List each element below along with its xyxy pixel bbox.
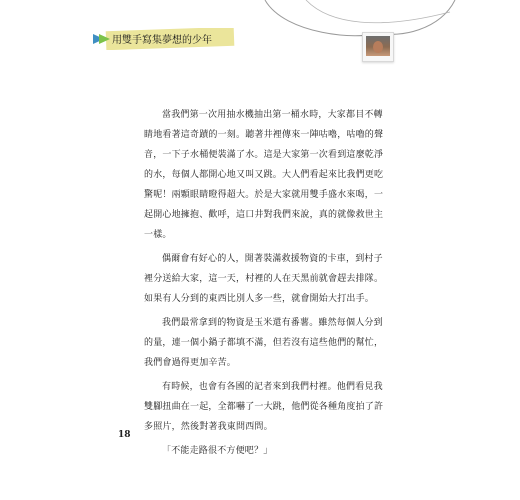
paragraph: 有時候，也會有各國的記者來到我們村裡。他們看見我雙腳扭曲在一起，全都嚇了一大跳，他們從各種角度拍了許多照片，然後對著我東問西問。 bbox=[144, 382, 384, 432]
boy-photo-polaroid bbox=[362, 32, 394, 62]
boy-portrait-image bbox=[366, 36, 390, 56]
paragraph: 「不能走路很不方便吧？」 bbox=[162, 446, 273, 456]
paragraph: 偶爾會有好心的人，開著裝滿救援物資的卡車，到村子裡分送給大家，這一天，村裡的人在天黑前就會趕去排隊。如果有人分到的東西比別人多一些，就會開始大打出手。 bbox=[144, 254, 384, 304]
body-text bbox=[144, 105, 384, 465]
book-title: 用雙手寫集夢想的少年 bbox=[112, 35, 212, 46]
book-title-banner bbox=[92, 28, 252, 50]
page-number: 18 bbox=[118, 430, 131, 440]
hanging-string-decoration bbox=[0, 0, 520, 80]
paragraph: 我們最常拿到的物資是玉米還有番薯。雖然每個人分到的量，連一個小鍋子都填不滿，但若沒有這些他們的幫忙，我們會過得更加辛苦。 bbox=[144, 318, 384, 368]
paragraph: 當我們第一次用抽水機抽出第一桶水時，大家都目不轉睛地看著這奇蹟的一刻。聽著井裡傳來一陣咕嚕，咕嚕的聲音，一下子水桶便裝滿了水。這是大家第一次看到這麼乾淨的水，每個人都開心地又叫又跳。大人們看起來比我們更吃驚呢！兩顆眼睛瞪得超大。於是大家就用雙手盛水來喝，一起開心地擁抱、歡呼，這口井對我們來說，真的就像救世主一樣。 bbox=[144, 110, 384, 240]
